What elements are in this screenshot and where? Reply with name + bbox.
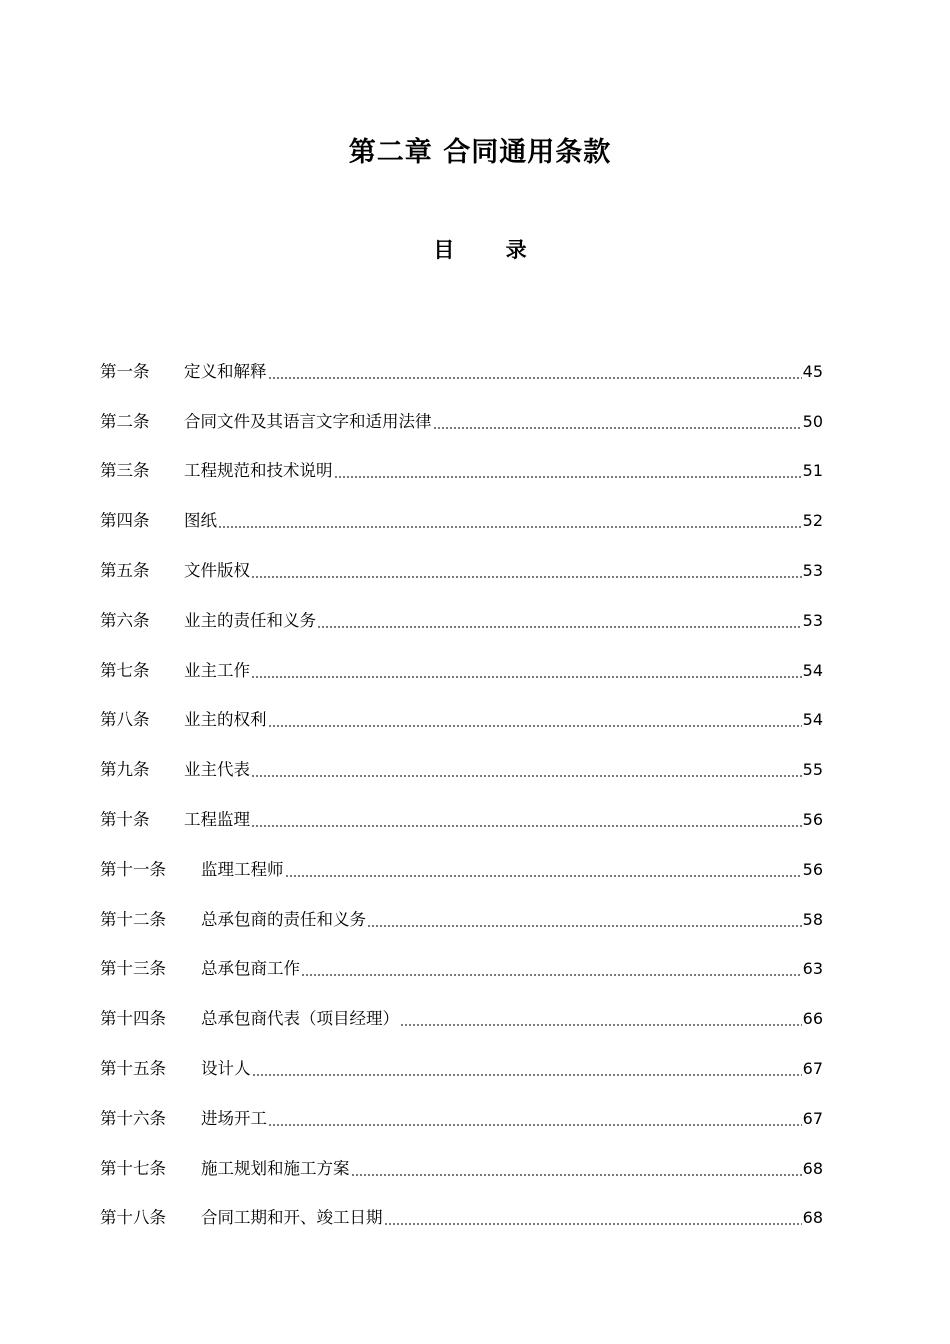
dot-leader xyxy=(367,925,802,927)
toc-article-number: 第十二条 xyxy=(100,909,166,929)
toc-article-number: 第十五条 xyxy=(100,1058,166,1078)
toc-entry[interactable] xyxy=(100,335,823,385)
toc-entry[interactable] xyxy=(100,484,823,534)
toc-entry[interactable] xyxy=(100,1082,823,1132)
toc-page-number: 67 xyxy=(802,1058,823,1078)
toc-article-title: 设计人 xyxy=(201,1058,251,1078)
dot-leader xyxy=(285,875,802,877)
toc-entry[interactable] xyxy=(100,634,823,684)
dot-leader xyxy=(268,377,802,379)
toc-page-number: 68 xyxy=(802,1158,823,1178)
toc-article-number: 第十七条 xyxy=(100,1158,166,1178)
dot-leader xyxy=(384,1223,802,1225)
toc-article-title: 监理工程师 xyxy=(201,859,284,879)
toc-article-title: 工程规范和技术说明 xyxy=(184,461,333,481)
toc-page-number: 58 xyxy=(802,909,823,929)
toc-entry[interactable] xyxy=(100,1132,823,1182)
dot-leader xyxy=(268,1124,802,1126)
toc-page-number: 68 xyxy=(802,1208,823,1228)
toc-entry[interactable] xyxy=(100,833,823,883)
dot-leader xyxy=(251,576,802,578)
toc-page-number: 55 xyxy=(802,760,823,780)
toc-article-title: 进场开工 xyxy=(201,1108,267,1128)
toc-page-number: 63 xyxy=(802,959,823,979)
toc-entry[interactable] xyxy=(100,584,823,634)
dot-leader xyxy=(251,775,802,777)
toc-page-number: 56 xyxy=(802,809,823,829)
toc-entry[interactable] xyxy=(100,385,823,435)
toc-article-title: 合同工期和开、竣工日期 xyxy=(201,1208,383,1228)
toc-article-number: 第六条 xyxy=(100,610,150,630)
toc-entry[interactable] xyxy=(100,883,823,933)
toc-entry[interactable] xyxy=(100,1182,823,1232)
toc-article-number: 第十六条 xyxy=(100,1108,166,1128)
toc-article-number: 第十三条 xyxy=(100,959,166,979)
toc-article-title: 定义和解释 xyxy=(184,361,267,381)
toc-article-number: 第七条 xyxy=(100,660,150,680)
toc-article-title: 图纸 xyxy=(184,511,217,531)
toc-article-number: 第二条 xyxy=(100,411,150,431)
toc-article-title: 总承包商工作 xyxy=(201,959,300,979)
dot-leader xyxy=(251,825,802,827)
toc-article-title: 业主的权利 xyxy=(184,710,267,730)
toc-page-number: 54 xyxy=(802,710,823,730)
toc-entry[interactable] xyxy=(100,982,823,1032)
toc-article-title: 总承包商的责任和义务 xyxy=(201,909,366,929)
toc-article-title: 业主代表 xyxy=(184,760,250,780)
toc-article-title: 总承包商代表（项目经理） xyxy=(201,1009,399,1029)
toc-article-title: 业主的责任和义务 xyxy=(184,610,316,630)
dot-leader xyxy=(252,1074,802,1076)
toc-entry[interactable] xyxy=(100,733,823,783)
toc-article-number: 第十条 xyxy=(100,809,150,829)
dot-leader xyxy=(251,676,802,678)
toc-page-number: 53 xyxy=(802,610,823,630)
toc-article-number: 第十四条 xyxy=(100,1009,166,1029)
toc-article-number: 第五条 xyxy=(100,560,150,580)
toc-heading: 目 录 xyxy=(433,238,549,262)
dot-leader xyxy=(334,476,802,478)
dot-leader xyxy=(301,974,802,976)
toc-article-number: 第一条 xyxy=(100,361,150,381)
toc-entry[interactable] xyxy=(100,1032,823,1082)
dot-leader xyxy=(218,526,802,528)
toc-page-number: 50 xyxy=(802,411,823,431)
dot-leader xyxy=(400,1024,802,1026)
toc-article-number: 第十一条 xyxy=(100,859,166,879)
dot-leader xyxy=(317,626,802,628)
table-of-contents xyxy=(100,335,823,1231)
toc-page-number: 52 xyxy=(802,511,823,531)
toc-article-number: 第八条 xyxy=(100,710,150,730)
toc-entry[interactable] xyxy=(100,435,823,485)
toc-page-number: 45 xyxy=(802,361,823,381)
toc-article-number: 第三条 xyxy=(100,461,150,481)
dot-leader xyxy=(351,1174,802,1176)
toc-page-number: 54 xyxy=(802,660,823,680)
toc-page-number: 67 xyxy=(802,1108,823,1128)
toc-article-number: 第十八条 xyxy=(100,1208,166,1228)
chapter-title: 第二章 合同通用条款 xyxy=(348,137,612,168)
toc-article-number: 第四条 xyxy=(100,511,150,531)
toc-entry[interactable] xyxy=(100,534,823,584)
toc-article-title: 文件版权 xyxy=(184,560,250,580)
toc-entry[interactable] xyxy=(100,783,823,833)
toc-entry[interactable] xyxy=(100,933,823,983)
toc-page-number: 66 xyxy=(802,1009,823,1029)
toc-article-title: 业主工作 xyxy=(184,660,250,680)
toc-page-number: 51 xyxy=(802,461,823,481)
dot-leader xyxy=(433,427,802,429)
toc-article-title: 施工规划和施工方案 xyxy=(201,1158,350,1178)
dot-leader xyxy=(268,725,802,727)
toc-page-number: 53 xyxy=(802,560,823,580)
toc-page-number: 56 xyxy=(802,859,823,879)
toc-article-title: 合同文件及其语言文字和适用法律 xyxy=(184,411,432,431)
toc-article-title: 工程监理 xyxy=(184,809,250,829)
toc-article-number: 第九条 xyxy=(100,760,150,780)
toc-entry[interactable] xyxy=(100,684,823,734)
